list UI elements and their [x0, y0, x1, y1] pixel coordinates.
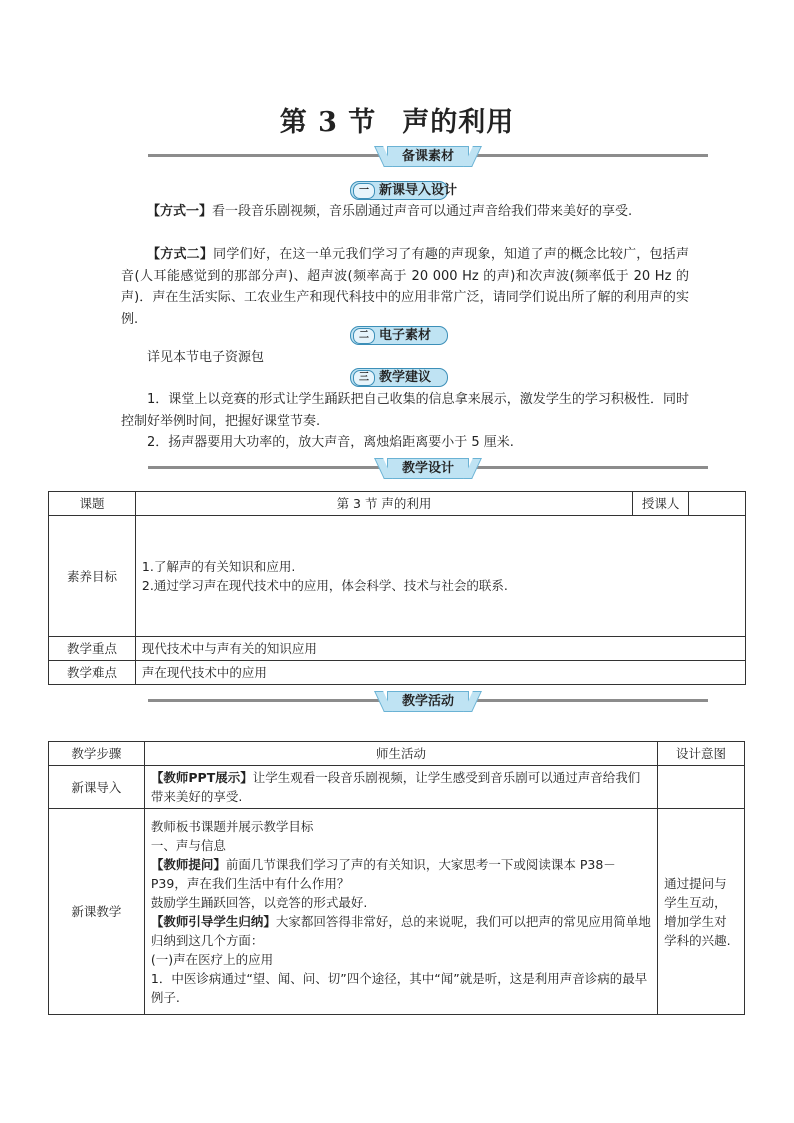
section-tag-electronic	[350, 326, 448, 345]
step-cell: 新课教学	[49, 809, 145, 1015]
method-tag: 【方式一】	[147, 204, 213, 219]
table-row	[49, 809, 745, 1015]
activity-line	[151, 855, 651, 893]
activity-line: 一、声与信息	[150, 837, 226, 853]
difficulty-value: 声在现代技术中的应用	[135, 661, 745, 685]
intro-method-2	[121, 244, 689, 330]
teacher-value	[689, 492, 746, 516]
table-row	[49, 766, 745, 809]
activity-tag: 【教师引导学生归纳】	[150, 913, 276, 929]
activity-text: 让学生观看一段音乐剧视频，让学生感受到音乐剧可以通过声音给我们带来美好的享受.	[150, 770, 641, 804]
column-header: 师生活动	[144, 742, 657, 766]
section-number-badge: 二	[353, 328, 375, 344]
design-table	[48, 491, 746, 685]
intent-cell: 通过提问与学生互动，增加学生对学科的兴趣.	[658, 809, 745, 1015]
banner-activity	[148, 691, 708, 711]
section-number-badge: 一	[353, 183, 375, 199]
key-point-label: 教学重点	[49, 637, 136, 661]
goal-item: 2.通过学习声在现代技术中的应用，体会科学、技术与社会的联系.	[141, 578, 508, 593]
activity-tag: 【教师PPT展示】	[150, 770, 253, 785]
difficulty-label: 教学难点	[49, 661, 136, 685]
section-number: 第 3 节	[279, 107, 377, 138]
activity-line: 鼓励学生踊跃回答，以竞答的形式最好.	[150, 894, 368, 910]
topic-value: 第 3 节 声的利用	[135, 492, 632, 516]
table-row	[49, 637, 746, 661]
intent-cell	[658, 766, 745, 809]
method-text: 同学们好，在这一单元我们学习了有趣的声现象，知道了声的概念比较广，包括声音(人耳能感觉到的那部分声)、超声波(频率高于 20 000 Hz 的声)和次声波(频率低于 20 Hz 的声)．声在生活实际、工农业生产和现代科技中的应用非常广泛，请同学们说出所了解的利用声的实例.	[121, 247, 689, 327]
suggestion-item: 2．扬声器要用大功率的，放大声音，离烛焰距离要小于 5 厘米.	[147, 435, 514, 450]
suggestion-item: 1．课堂上以竞赛的形式让学生踊跃把自己收集的信息拿来展示，激发学生的学习积极性．同时控制好举例时间，把握好课堂节奏.	[121, 392, 689, 429]
section-number-badge: 三	[353, 370, 375, 386]
step-cell: 新课导入	[49, 766, 145, 809]
activity-line	[151, 912, 651, 950]
banner-label: 备课素材	[387, 146, 469, 167]
column-header: 教学步骤	[49, 742, 145, 766]
electronic-material-text: 详见本节电子资源包	[147, 350, 265, 365]
intro-method-1	[121, 201, 689, 223]
activity-tag: 【教师提问】	[150, 856, 226, 872]
column-header: 设计意图	[658, 742, 745, 766]
topic-label: 课题	[49, 492, 136, 516]
teacher-label: 授课人	[633, 492, 689, 516]
activity-text: 大家都回答得非常好，总的来说呢，我们可以把声的常见应用简单地归纳到这几个方面：	[150, 913, 651, 948]
activity-line: 1．中医诊病通过“望、闻、问、切”四个途径，其中“闻”就是听，这是利用声音诊病的最早例子.	[150, 970, 648, 1005]
banner-label: 教学活动	[387, 691, 469, 712]
page-title	[0, 100, 794, 139]
table-header-row	[49, 742, 745, 766]
section-name: 声的利用	[402, 107, 515, 138]
goal-label: 素养目标	[49, 516, 136, 637]
activity-line: 教师板书课题并展示教学目标	[150, 818, 314, 834]
section-label: 新课导入设计	[379, 183, 458, 198]
activity-cell	[144, 766, 657, 809]
activity-table	[48, 741, 745, 1015]
activity-line: (一)声在医疗上的应用	[150, 951, 274, 967]
activity-cell	[144, 809, 657, 1015]
method-tag: 【方式二】	[147, 247, 214, 262]
table-row	[49, 516, 746, 637]
section-label: 教学建议	[379, 370, 432, 385]
section-tag-intro	[350, 181, 458, 200]
goal-cell	[135, 516, 745, 637]
table-row	[49, 492, 746, 516]
goal-item: 1.了解声的有关知识和应用.	[141, 559, 296, 574]
section-label: 电子素材	[379, 328, 432, 343]
banner-label: 教学设计	[387, 458, 469, 479]
banner-prep	[148, 146, 708, 166]
table-row	[49, 661, 746, 685]
banner-design	[148, 458, 708, 478]
activity-text: 前面几节课我们学习了声的有关知识，大家思考一下或阅读课本 P38－P39，声在我们生活中有什么作用？	[150, 856, 616, 891]
key-point-value: 现代技术中与声有关的知识应用	[135, 637, 745, 661]
section-tag-suggestions	[350, 368, 448, 387]
method-text: 看一段音乐剧视频，音乐剧通过声音可以通过声音给我们带来美好的享受.	[212, 204, 633, 219]
